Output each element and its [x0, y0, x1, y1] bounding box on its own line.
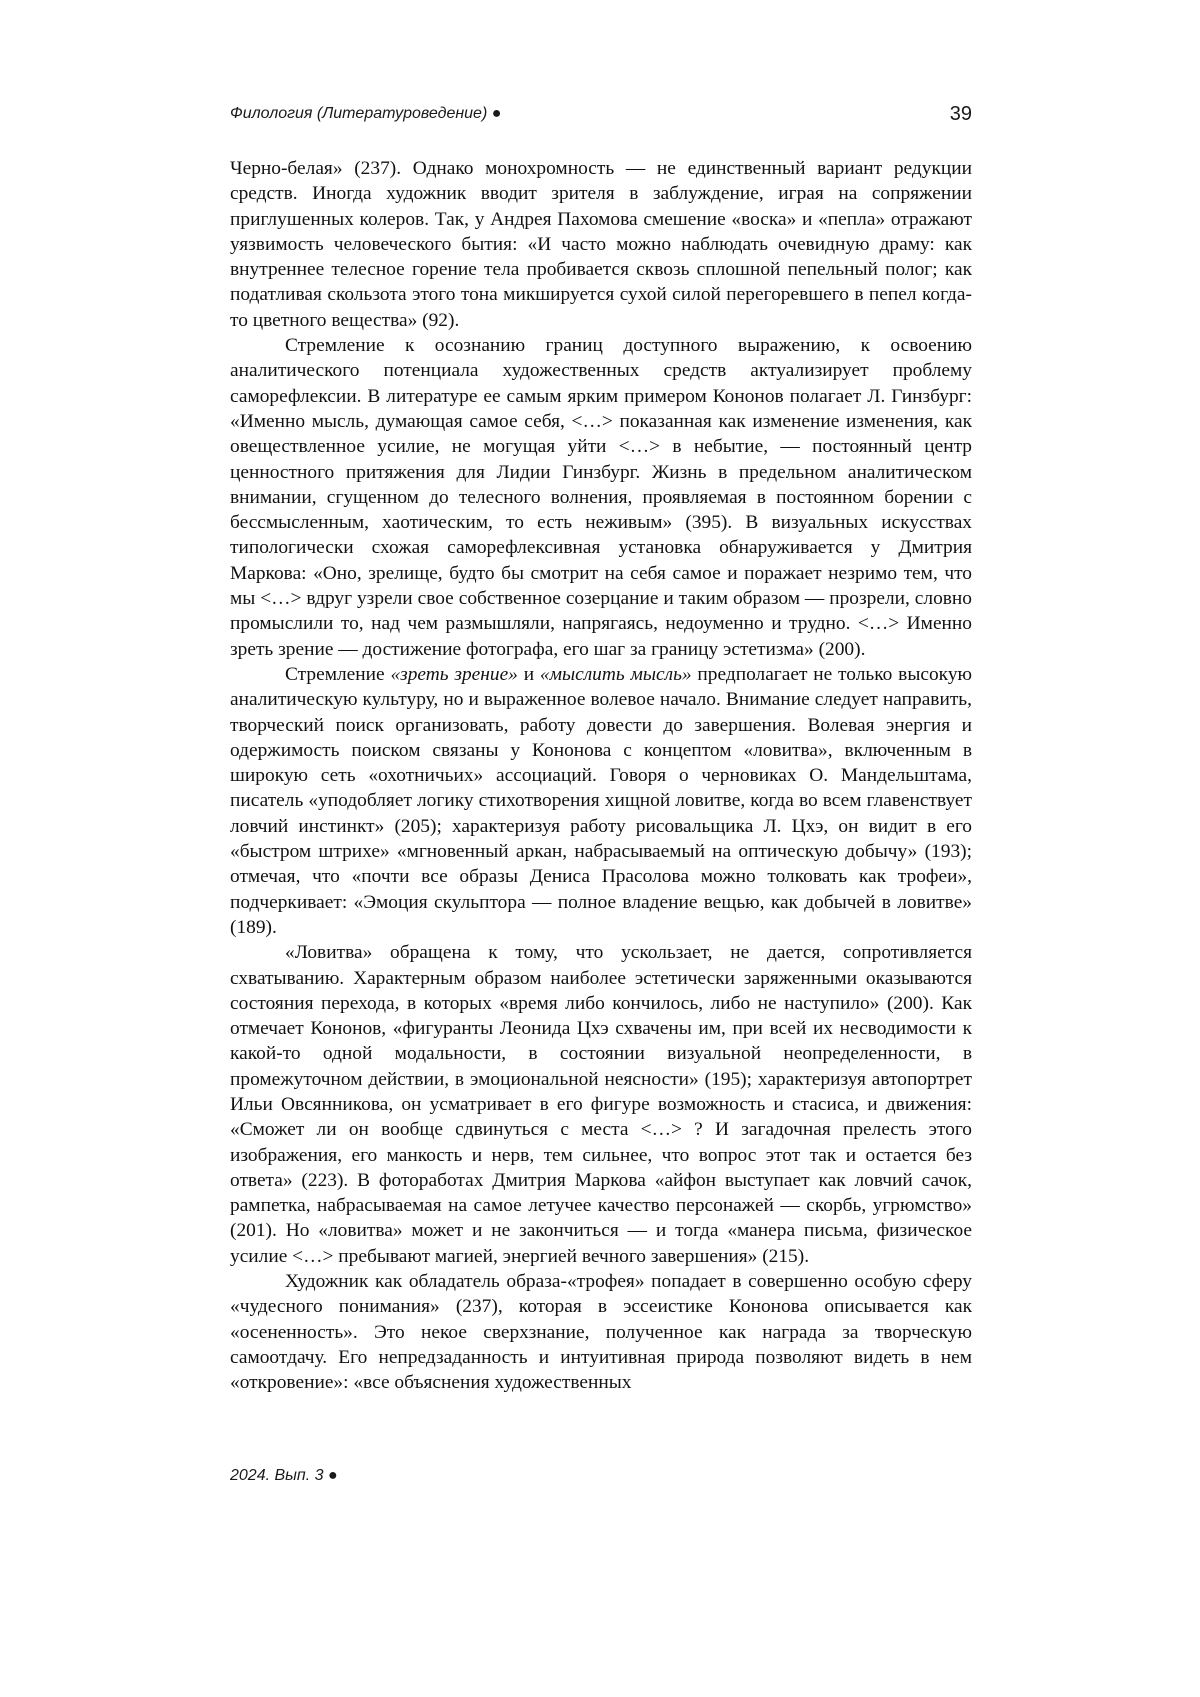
paragraph-5: Художник как обладатель образа-«трофея» попадает в совершенно особую сферу «чудесного понимания» (237), которая в эссеистике Кононова описывается как «осененность». Это некое сверхзнание, полученное как награда за творческую самоотдачу. Его непредзаданность и интуитивная природа позволяют видеть в нем «откровение»: «все объяснения художественных [230, 1271, 972, 1394]
page-header [230, 100, 972, 136]
paragraph-3-text-b: и [517, 663, 540, 685]
quote-zret-zrenie: «зреть зрение» [390, 663, 518, 685]
paragraph-4: «Ловитва» обращена к тому, что ускользает, не дается, сопротивляется схватыванию. Характерным образом наиболее эстетически заряженными оказываются состояния перехода, в которых «время либо кончилось, либо не наступило» (200). Как отмечает Кононов, «фигуранты Леонида Цхэ схвачены им, при всей их несводимости к какой-то одной модальности, в состоянии визуальной неопределенности, в промежуточном действии, в эмоциональной неясности» (195); характеризуя автопортрет Ильи Овсянникова, он усматривает в его фигуре возможность и стасиса, и движения: «Сможет ли он вообще сдвинуться с места <…> ? И загадочная прелесть этого изображения, его манкость и нерв, тем сильнее, что вопрос этот так и остается без ответа» (223). В фотоработах Дмитрия Маркова «айфон выступает как ловчий сачок, рампетка, набрасываемая на самое летучее качество персонажей — скорбь, угрюмство» (201). Но «ловитва» может и не закончиться — и тогда «манера письма, физическое усилие <…> пребывают магией, энергией вечного завершения» (215). [230, 942, 972, 1267]
paragraph-1: Черно-белая» (237). Однако монохромность — не единственный вариант редукции средств. Иногда художник вводит зрителя в заблуждение, играя на сопряжении приглушенных колеров. Так, у Андрея Пахомова смешение «воска» и «пепла» отражают уязвимость человеческого бытия: «И часто можно наблюдать очевидную драму: как внутреннее телесное горение тела пробивается сквозь сплошной пепельный полог; как податливая скользота этого тона микшируется сухой силой перегоревшего в пепел когда-то цветного вещества» (92). [230, 158, 972, 331]
quote-myslit-mysl: «мыслить мысль» [539, 663, 692, 685]
article-body [230, 156, 972, 1396]
paragraph-2: Стремление к осознанию границ доступного выражению, к освоению аналитического потенциала художественных средств актуализирует проблему саморефлексии. В литературе ее самым ярким примером Кононов полагает Л. Гинзбург: «Именно мысль, думающая самое себя, <…> показанная как изменение изменения, как овеществленное усилие, не могущая уйти <…> в небытие, — постоянный центр ценностного притяжения для Лидии Гинзбург. Жизнь в предельном аналитическом внимании, сгущенном до телесного волнения, проявляемая в постоянном борении с бессмысленным, хаотическим, то есть неживым» (395). В визуальных искусствах типологически схожая саморефлексивная установка обнаруживается у Дмитрия Маркова: «Оно, зрелище, будто бы смотрит на себя самое и поражает незримо тем, что мы <…> вдруг узрели свое собственное созерцание и таким образом — прозрели, словно промыслили то, над чем размышляли, напрягаясь, недоуменно и трудно. <…> Именно зреть зрение — достижение фотографа, его шаг за границу эстетизма» (200). [230, 335, 972, 660]
paragraph-3-text-a: Стремление [285, 663, 391, 685]
paragraph-3 [230, 662, 972, 940]
paragraph-3-text-c: предполагает не только высокую аналитическую культуру, но и выраженное волевое начало. Внимание следует направить, творческий поиск организовать, работу довести до завершения. Волевая энергия и одержимость поиском связаны у Кононова с концептом «ловитва», включенным в широкую сеть «охотничьих» ассоциаций. Говоря о черновиках О. Мандельштама, писатель «уподобляет логику стихотворения хищной ловитве, когда во всем главенствует ловчий инстинкт» (205); характеризуя работу рисовальщика Л. Цхэ, он видит в его «быстром штрихе» «мгновенный аркан, набрасываемый на оптическую добычу» (193); отмечая, что «почти все образы Дениса Прасолова можно толковать как трофеи», подчеркивает: «Эмоция скульптора — полное владение вещью, как добычей в ловитве» (189). [230, 663, 972, 938]
page-footer: 2024. Вып. 3 ● [230, 1467, 338, 1484]
page-number: 39 [949, 103, 972, 125]
running-title: Филология (Литературоведение) ● [230, 105, 502, 122]
